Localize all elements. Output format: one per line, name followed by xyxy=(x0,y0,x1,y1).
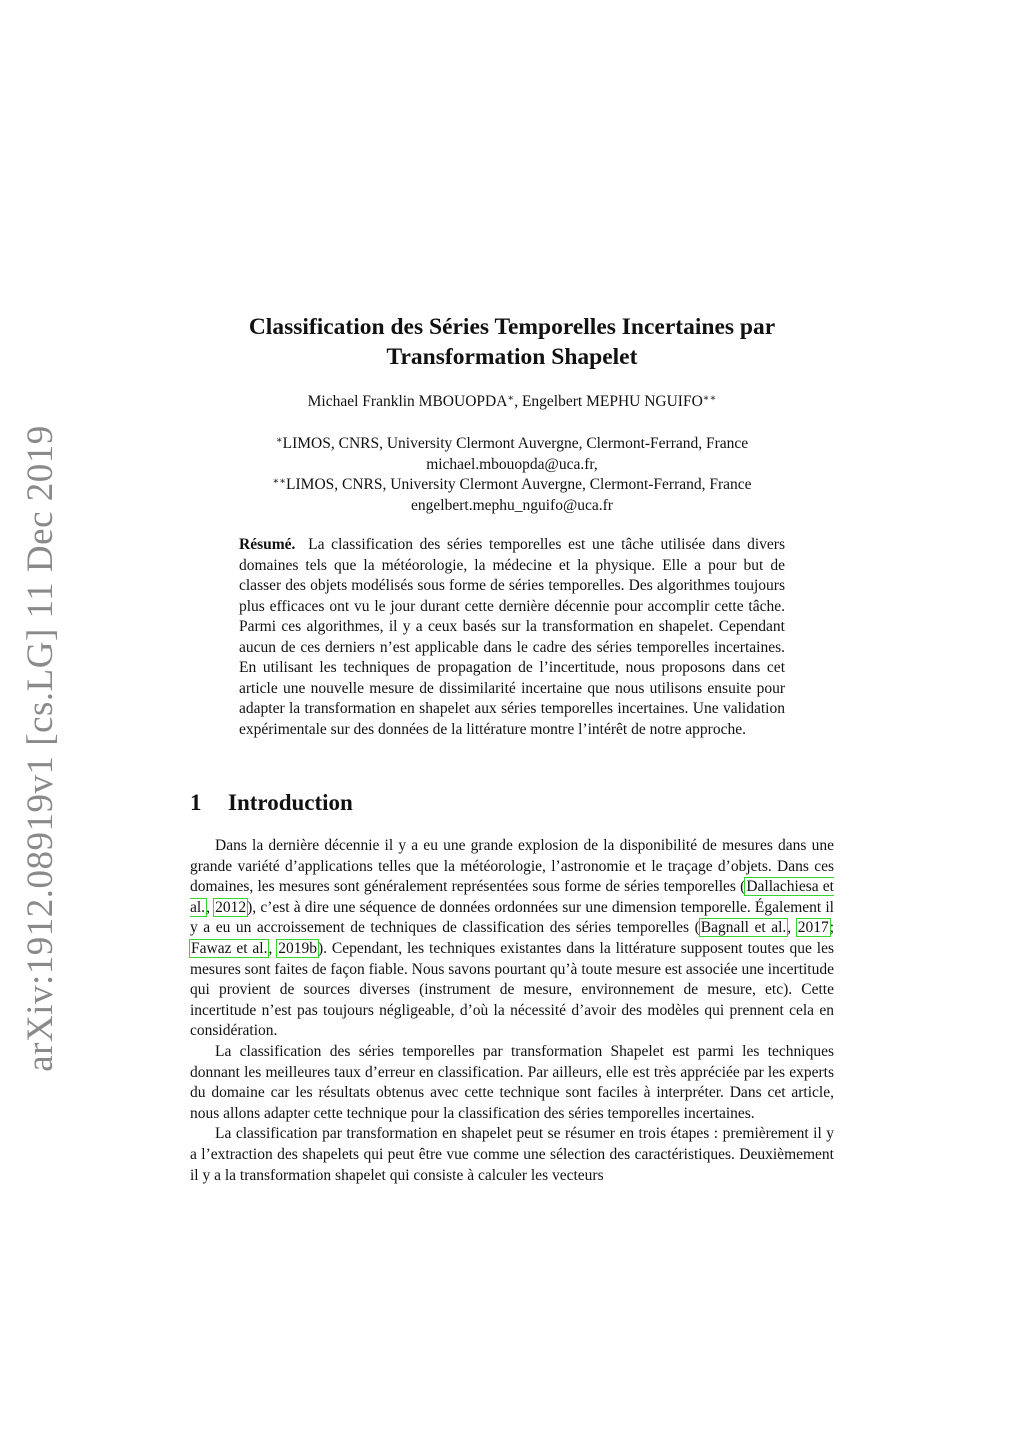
affiliation-2-text: LIMOS, CNRS, University Clermont Auvergne, Clermont-Ferrand, France xyxy=(286,476,752,493)
arxiv-identifier: arXiv:1912.08919v1 [cs.LG] 11 Dec 2019 xyxy=(19,424,61,1072)
author-1-mark: ∗ xyxy=(507,393,515,404)
arxiv-side-stamp xyxy=(19,424,61,1072)
citation-fawaz-year[interactable] xyxy=(276,939,319,958)
affiliation-2 xyxy=(190,475,834,496)
citation-dallachiesa-year[interactable] xyxy=(213,898,248,917)
citation-year: 2017 xyxy=(797,919,829,937)
author-2-mark: ∗∗ xyxy=(702,393,717,404)
paragraph-1-part-b: ), c’est à dire une séquence de données ordonnées sur une dimension temporelle. Également il y a eu un accroissement de techniques de classification des séries temporelles ( xyxy=(190,898,834,937)
paragraph-3: La classification par transformation en shapelet peut se résumer en trois étapes : premièrement il y a l’extraction des shapelets qui peut être vue comme une sélection des caractéristiques. Deuxièmement il y a la transformation shapelet qui consiste à calculer les vecteurs xyxy=(190,1125,834,1184)
affiliation-1-mark: ∗ xyxy=(275,435,283,446)
paragraph-2: La classification des séries temporelles par transformation Shapelet est parmi les techniques donnant les meilleures taux d’erreur en classification. Par ailleurs, elle est très appréciée par les experts du domaine car les résultats obtenus avec cette technique sont faciles à interpréter. Dans cet article, nous allons adapter cette technique pour la classification des séries temporelles incertaines. xyxy=(190,1042,834,1122)
affiliation-1-text: LIMOS, CNRS, University Clermont Auvergne, Clermont-Ferrand, France xyxy=(282,435,749,452)
paragraph-1-part-c: ). Cependant, les techniques existantes dans la littérature supposent toutes que les mesures sont faites de façon fiable. Nous savons pourtant qu’à toute mesure est associée une incertitude qui provient de sources diverses (instrument de mesure, environnement de mesure, etc). Cette incertitude n’est pas toujours négligeable, d’où la nécessité d’avoir des modèles qui prennent cela en considération. xyxy=(190,939,834,1040)
abstract xyxy=(239,535,785,740)
citation-author: Fawaz et al. xyxy=(191,939,268,957)
citation-bagnall-year[interactable] xyxy=(796,918,831,937)
citation-year: 2019b xyxy=(278,939,317,957)
paper-title xyxy=(190,312,834,372)
author-1: Michael Franklin MBOUOPDA xyxy=(307,393,508,410)
section-number: 1 xyxy=(190,790,202,815)
affiliation-2-mark: ∗∗ xyxy=(272,476,287,487)
affiliation-1 xyxy=(190,434,834,455)
introduction-body xyxy=(190,836,834,1186)
paragraph-1-part-a: Dans la dernière décennie il y a eu une grande explosion de la disponibilité de mesures dans une grande variété d’applications telles que la météorologie, l’astronomie et le traçage d’objets. Dans ces domaines, les mesures sont généralement représentées sous forme de séries temporelles ( xyxy=(190,837,834,896)
paragraph-1 xyxy=(190,836,834,1042)
section-heading xyxy=(190,790,353,816)
citation-joiner: ; xyxy=(829,919,834,937)
email-1: michael.mbouopda@uca.fr, xyxy=(426,455,598,473)
citation-author: Dallachiesa et al. xyxy=(190,878,834,916)
citation-separator: , xyxy=(206,898,215,916)
author-separator: , xyxy=(514,393,522,410)
citation-separator: , xyxy=(268,939,278,957)
abstract-text: La classification des séries temporelles est une tâche utilisée dans divers domaines tels que la météorologie, la médecine et la physique. Elle a pour but de classer des objets modélisés sous forme de séries temporelles. Des algorithmes toujours plus efficaces ont vu le jour durant cette dernière décennie pour accomplir cette tâche. Parmi ces algorithmes, il y a ceux basés sur la transformation en shapelet. Cependant aucun de ces derniers n’est applicable dans le cadre des séries temporelles incertaines. En utilisant les techniques de propagation de l’incertitude, nous proposons dans cet article une nouvelle mesure de dissimilarité incertaine que nous utilisons ensuite pour adapter la transformation en shapelet aux séries temporelles incertaines. Une validation expérimentale sur des données de la littérature montre l’intérêt de notre approche. xyxy=(239,536,785,738)
section-title: Introduction xyxy=(228,790,353,815)
title-line-1: Classification des Séries Temporelles Incertaines par xyxy=(248,314,776,340)
affiliations xyxy=(190,434,834,516)
author-2: Engelbert MEPHU NGUIFO xyxy=(521,393,703,410)
abstract-label: Résumé. xyxy=(239,536,296,553)
citation-fawaz[interactable] xyxy=(189,939,269,958)
authors xyxy=(190,393,834,411)
citation-author: Bagnall et al. xyxy=(700,919,787,937)
citation-separator: , xyxy=(787,919,797,937)
citation-bagnall[interactable] xyxy=(699,918,789,937)
title-line-2: Transformation Shapelet xyxy=(386,344,638,370)
email-2: engelbert.mephu_nguifo@uca.fr xyxy=(411,496,613,514)
citation-year: 2012 xyxy=(215,898,247,916)
